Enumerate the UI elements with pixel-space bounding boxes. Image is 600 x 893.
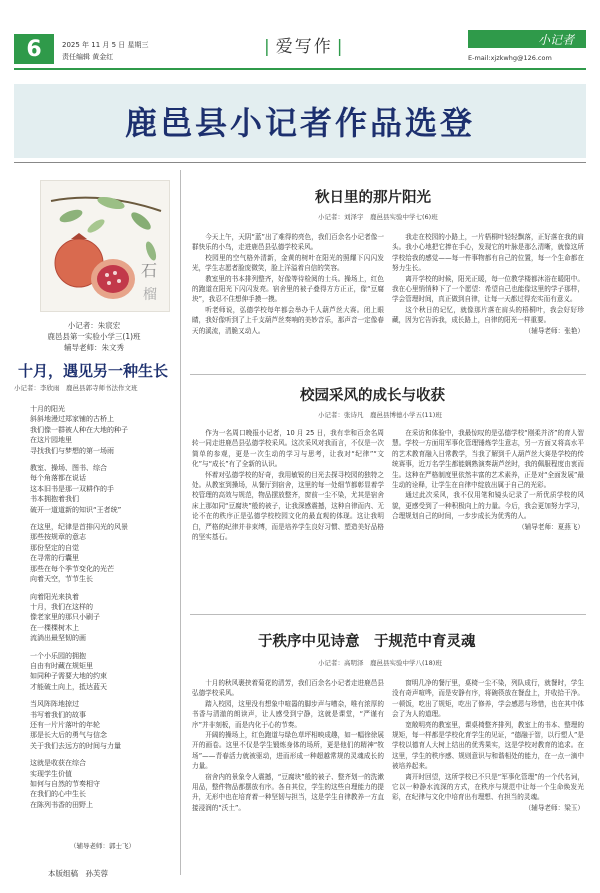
article1-paragraph: 我走在校园的小路上，一片梧桐叶轻轻飘落，正好落在我的肩头。我小心地把它捧在手心，发现它的叶脉是那么清晰，就像这所学校给我的感觉——每一件事物都有自己的位置，每一个生命都在努力生长。 bbox=[392, 233, 584, 273]
poem-line: 每个角落都在说话 bbox=[30, 474, 86, 483]
article2-paragraph: 通过此次采风，我不仅用笔和镜头记录了一所优质学校的风貌，更感受到了一种积极向上的力量。今后，我会更加努力学习，合理规划自己的时间，一步步成长为优秀的人。 bbox=[392, 491, 584, 521]
article1-paragraph: 听老师说，弘德学校每年都会举办千人葫芦丝大赛。闭上眼睛，我好像听到了上千支葫芦丝奏响的美妙音乐，那声音一定像春天的溪流，清脆又动人。 bbox=[192, 305, 384, 335]
poem-line: 十月的阳光 bbox=[30, 405, 65, 413]
poem-line: 十月，我们在这样的 bbox=[30, 602, 93, 611]
pomegranate-painting bbox=[40, 180, 170, 312]
poem-line: 一个小乐园的拥抱 bbox=[30, 651, 86, 660]
poem-line: 实现学生价值 bbox=[30, 769, 72, 778]
poem-line: 在这片园地里 bbox=[30, 436, 72, 445]
poem-title: 十月，遇见另一种生长 bbox=[18, 362, 169, 380]
poem-line: 在我们的心中生长 bbox=[30, 790, 86, 799]
poem-line: 在寻常的行囊里 bbox=[30, 554, 79, 563]
poem-line: 才能破土向上，抵达蓝天 bbox=[30, 682, 107, 691]
article1-byline: 小记者：刘泽宇 鹿邑县实验中学七(6)班 bbox=[318, 213, 438, 221]
banner-divider bbox=[14, 162, 586, 163]
poem-line: 当风阵阵地掠过 bbox=[30, 700, 79, 709]
article3-paragraph: 离开时回望，这所学校已不只是“军事化管理”的一个代名词，它以一种静水流深的方式，在秩序与规范中让每一个生命焕发光彩，在纪律与文化中培育出有理想、有担当的灵魂。 bbox=[392, 772, 584, 802]
poem-line: 破开一道道新的知识“王者统” bbox=[30, 505, 122, 514]
painting-caption bbox=[14, 320, 174, 353]
svg-text:石: 石 bbox=[141, 261, 158, 280]
article3-paragraph: 宽敞明亮的教室里，课桌椅整齐排列，教室上的书本、整理的规矩，每一样都是学校化育学生的见证，“德融于智，以行塑人”是学校以德育人大树上结出的优秀果实，这是学校对教育的追求。在这里，学生的秩序感、规则意识与和谐相处的能力，在一点一滴中被培养起来。 bbox=[392, 720, 584, 771]
article3-byline: 小记者：高明泽 鹿邑县实验中学八(18)班 bbox=[318, 659, 442, 667]
article1-paragraph: 教室里的书本排列整齐，好像等待检阅的士兵。操场上，红色的跑道在阳光下闪闪发亮。宿舍里的被子叠得方方正正，像“豆腐块”，我忍不住想伸手摸一摸。 bbox=[192, 274, 384, 304]
page-number: 6 bbox=[14, 34, 54, 64]
article1-col1 bbox=[192, 232, 384, 336]
poem-byline: 小记者：李欣雨 鹿邑县郭寺师书法作文班 bbox=[14, 384, 138, 392]
article3-advisor: （辅导老师：梁玉） bbox=[524, 803, 584, 812]
header-divider bbox=[14, 68, 586, 70]
poem-line: 自由有时藏在规矩里 bbox=[30, 661, 93, 670]
poem-line: 还有一片片落叶的年轮 bbox=[30, 720, 100, 729]
pomegranate-painting-icon bbox=[41, 181, 170, 312]
article-separator bbox=[190, 374, 586, 375]
banner-title: 鹿邑县小记者作品选登 bbox=[124, 104, 475, 142]
page-editor: 本版组稿 孙芙蓉 bbox=[48, 869, 108, 878]
caption-author: 小记者：朱宸宏 bbox=[67, 321, 121, 330]
article-separator bbox=[190, 614, 586, 615]
responsible-editors: 责任编辑 黄金红 bbox=[62, 53, 114, 61]
poem-stanza bbox=[30, 522, 175, 584]
poem-line: 关于我们去远方的时间与力量 bbox=[30, 741, 121, 750]
contact-email: E-mail:xjzkwhg@126.com bbox=[468, 54, 552, 62]
poem-line: 如何与自然的节奏相守 bbox=[30, 780, 100, 788]
poem-line: 那是长大后的勇气与信念 bbox=[30, 731, 107, 740]
poem-line: 寻找我们与梦想的第一场雨 bbox=[30, 446, 114, 455]
poem-line: 教室、操场、图书、综合 bbox=[30, 464, 107, 473]
poem-line: 那些按规章的意志 bbox=[30, 533, 86, 542]
poem-line: 向着天空，节节生长 bbox=[30, 575, 93, 584]
article3-paragraph: 十月的秋风裹挟着菊花的清芳，我们百余名小记者走进鹿邑县弘德学校采风。 bbox=[192, 679, 384, 698]
article1-advisor: （辅导老师：张艳） bbox=[524, 326, 584, 335]
poem-line: 这就是收获在综合 bbox=[30, 759, 86, 768]
poem-line: 书写着我们的故事 bbox=[30, 710, 86, 719]
poem-line: 在陈列书香的田野上 bbox=[30, 800, 93, 809]
article2-paragraph: 在采访和体验中，我最惊叹的是弘德学校“刚柔并济”的育人智慧。学校一方面用军事化管理锤炼学生意志，另一方面又将高水平的艺术教育融入日常教学，当我了解到千人葫芦丝大赛是学校的传统赛事，近万名学生都能娴熟演奏葫芦丝时，我的佩服程度由衷而生。这种在严格制度里依然丰富的艺术素养，正是对“全面发展”最生动的诠释，让学生在自律中绽放出属于自己的光彩。 bbox=[392, 429, 584, 490]
poem-stanza bbox=[30, 592, 175, 644]
poem-line: 斜斜地漫过郑家铺的古桥上 bbox=[30, 415, 114, 424]
caption-school: 鹿邑县第一实验小学三(1)班 bbox=[47, 332, 141, 341]
article1-title: 秋日里的那片阳光 bbox=[315, 190, 431, 206]
page-banner bbox=[14, 84, 586, 158]
article3-col1 bbox=[192, 678, 384, 813]
poem-stanza bbox=[30, 758, 175, 810]
page-header bbox=[0, 0, 600, 72]
column-divider bbox=[180, 170, 181, 875]
poem-line: 在一棵棵树木上 bbox=[30, 623, 79, 632]
poem-advisor: （辅导老师：郭士飞） bbox=[70, 842, 135, 850]
issue-date: 2025 年 11 月 5 日 星期三 bbox=[62, 41, 149, 49]
poem-line: 流淌出最坚韧的画 bbox=[30, 634, 86, 643]
poem-line: 在这里，纪律是首排闪光的风景 bbox=[30, 523, 128, 532]
section-label: 爱写作 bbox=[275, 37, 333, 57]
article3-title: 于秩序中见诗意 于规范中育灵魂 bbox=[258, 634, 476, 650]
caption-advisor: 辅导老师：朱文秀 bbox=[64, 343, 124, 352]
poem-line: 向着阳光来执着 bbox=[30, 592, 79, 601]
article2-col1 bbox=[192, 428, 384, 542]
article3-paragraph: 宿舍内的景象令人震撼，“豆腐块”般的被子、整齐划一的洗漱用品，整件物品都摆放有序。各自其位，学生的这些自理能力的提升，无形中也在培育着一种坚韧与担当，这是学生自律教养一方直接浸润的“沃土”。 bbox=[192, 772, 384, 812]
article2-title: 校园采风的成长与收获 bbox=[300, 388, 445, 404]
article1-paragraph: 校园里的空气格外清新，金黄的树叶在阳光的照耀下闪闪发光，学生志愿者脸庞微笑，脸上洋溢着自信的笑容。 bbox=[192, 253, 384, 273]
poem-line: 书本拥抱着我们 bbox=[30, 495, 79, 504]
poem-line: 那份坚定的自觉 bbox=[30, 543, 79, 552]
svg-text:榴: 榴 bbox=[143, 287, 157, 303]
brand-tab: 小记者 bbox=[468, 30, 586, 48]
poem-line: 如同种子需要大地的约束 bbox=[30, 672, 107, 681]
section-title: | 爱写作 | bbox=[264, 37, 345, 57]
article2-advisor: （辅导老师：夏燕飞） bbox=[518, 522, 584, 531]
poem-stanza bbox=[30, 699, 175, 751]
poem-line: 那些在每个季节变化的光芒 bbox=[30, 564, 114, 573]
poem-stanza bbox=[30, 651, 175, 693]
poem-line: 我们像一群被人种在大地的种子 bbox=[30, 425, 128, 434]
article1-paragraph: 这个秋日的记忆，就像那片落在肩头的梧桐叶，我会好好珍藏，因为它告诉我，成长路上，自律的阳光一样重要。 bbox=[392, 305, 584, 325]
article1-paragraph: 离开学校的时候，阳光正暖，每一位教学楼都沐浴在暖阳中。我在心里悄悄种下了一个愿望：希望自己也能像这里的学子那样，学会管理时间，真正做到自律，让每一天都过得充实而有意义。 bbox=[392, 274, 584, 304]
poem-stanza bbox=[30, 463, 175, 515]
article3-paragraph: 踏入校园，这里没有想象中喧嚣的脚步声与嘈杂，唯有浓厚的书香与清澈的朗读声，让人感受到宁静，这就是课堂，“严谨有序”并非刻板，而是内化于心的节奏。 bbox=[192, 699, 384, 729]
article2-byline: 小记者：张诗凡 鹿邑县博德小学五(11)班 bbox=[318, 411, 442, 419]
poem-line: 像老家里的那只小刷子 bbox=[30, 613, 100, 622]
poem-line: 这本旧书是那一双耕作的手 bbox=[30, 484, 114, 493]
article2-col2 bbox=[392, 428, 584, 532]
article3-col2 bbox=[392, 678, 584, 813]
article1-paragraph: 今天上午，天阴“蓝”出了难得的亮色，我们百余名小记者像一群快乐的小鸟，走进鹿邑县弘德学校采风。 bbox=[192, 233, 384, 252]
poem-stanza bbox=[30, 404, 175, 456]
article3-paragraph: 开阔的操场上，红色跑道与绿色草坪相映成趣，如一幅徐徐展开的画卷。这里不仅是学生锻炼身体的场所，更是他们的精神“牧场”——青春活力就被驱动，进而形成一种超越常规的灵魂成长的力量。 bbox=[192, 731, 384, 771]
article2-paragraph: 怀着对弘德学校的好奇，我用敏锐的目光去探寻校园的独特之处。从教室到操场，从餐厅到宿舍，这里的每一处细节都彰显着学校管理的高效与规范，物品摆放整齐，窗前一尘不染，尤其是宿舍床上那如同“豆腐块”般的被子，让我深感震撼，这种自律而内、无论不在的秩序正是弘德学校校园文化的最直观的体现。这让我明白，严格的纪律并非束缚，而是培养学生良好习惯、塑造美好品格的坚实基石。 bbox=[192, 470, 384, 542]
article1-col2 bbox=[392, 232, 584, 336]
article2-paragraph: 作为一名周口晚报小记者，10 月 25 日，我有幸和百余名周转一同走进鹿邑县弘德学校采风。这次采风对我而言，不仅是一次简单的参观，更是一次生动的学习与思考，让我对“纪律”“文化”与“成长”有了全新的认识。 bbox=[192, 429, 384, 469]
poem-body bbox=[30, 404, 175, 817]
article3-paragraph: 窗明几净的餐厅里，桌椅一尘不染，列队成行，就餐时，学生没有奇声喧哗，而是安静有序，将碗筷放在餐盘上，并收拾干净。一顿饭，吃出了规矩，吃出了修养，学会感恩与珍惜，也在其中体会了为人的道理。 bbox=[392, 679, 584, 719]
